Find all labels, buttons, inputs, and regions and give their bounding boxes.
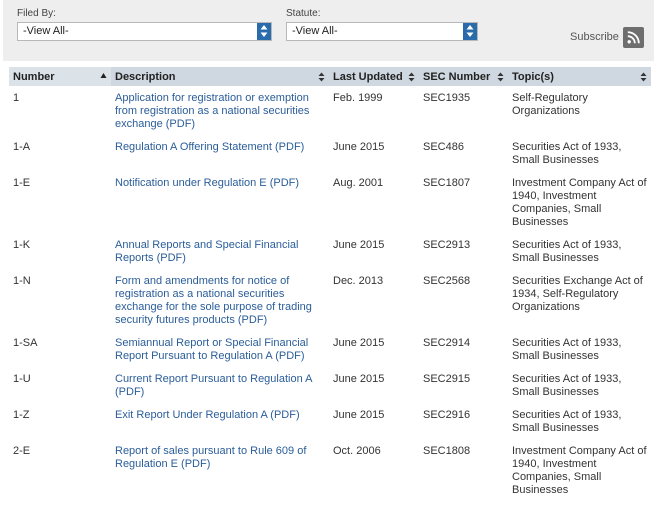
topics: Securities Act of 1933, Small Businesses bbox=[512, 239, 622, 264]
sort-icon bbox=[318, 72, 325, 82]
column-header-last-updated[interactable]: Last Updated bbox=[329, 67, 419, 86]
rss-icon[interactable] bbox=[623, 27, 644, 48]
last-updated: Dec. 2013 bbox=[333, 275, 384, 287]
form-number: 1-A bbox=[13, 141, 31, 153]
sort-icon bbox=[640, 72, 647, 82]
last-updated: June 2015 bbox=[333, 337, 385, 349]
sec-number: SEC2916 bbox=[423, 409, 471, 421]
select-arrows-icon bbox=[257, 23, 271, 40]
sec-number: SEC2568 bbox=[423, 275, 471, 287]
form-description-link[interactable]: Report of sales pursuant to Rule 609 of Regulation E (PDF) bbox=[115, 445, 307, 470]
sec-number: SEC1935 bbox=[423, 92, 471, 104]
form-description-link[interactable]: Notification under Regulation E (PDF) bbox=[115, 177, 300, 189]
last-updated: June 2015 bbox=[333, 141, 385, 153]
sec-number: SEC2914 bbox=[423, 337, 471, 349]
last-updated: Feb. 1999 bbox=[333, 92, 383, 104]
table-row bbox=[9, 171, 651, 233]
statute-label: Statute: bbox=[286, 8, 321, 19]
table-row bbox=[9, 269, 651, 331]
topics: Securities Act of 1933, Small Businesses bbox=[512, 141, 622, 166]
form-number: 1-SA bbox=[13, 337, 38, 349]
sec-number: SEC2915 bbox=[423, 373, 471, 385]
column-header-sec-number[interactable]: SEC Number bbox=[419, 67, 508, 86]
topics: Securities Act of 1933, Small Businesses bbox=[512, 373, 622, 398]
sort-icon bbox=[408, 72, 415, 82]
topics: Securities Act of 1933, Small Businesses bbox=[512, 409, 622, 434]
sec-number: SEC486 bbox=[423, 141, 464, 153]
last-updated: June 2015 bbox=[333, 373, 385, 385]
sec-number: SEC1807 bbox=[423, 177, 471, 189]
topics: Securities Act of 1933, Small Businesses bbox=[512, 337, 622, 362]
form-number: 1 bbox=[13, 92, 20, 104]
last-updated: June 2015 bbox=[333, 409, 385, 421]
topics: Investment Company Act of 1940, Investment Companies, Small Businesses bbox=[512, 177, 647, 228]
table-row bbox=[9, 86, 651, 135]
table-row bbox=[9, 439, 651, 501]
sort-ascending-icon bbox=[100, 72, 107, 80]
filed-by-select[interactable] bbox=[17, 22, 272, 41]
filed-by-filter bbox=[17, 7, 272, 41]
subscribe-link[interactable]: Subscribe bbox=[570, 31, 619, 43]
form-description-link[interactable]: Regulation A Offering Statement (PDF) bbox=[115, 141, 305, 153]
topics: Investment Company Act of 1940, Investment Companies, Small Businesses bbox=[512, 445, 647, 496]
form-number: 1-Z bbox=[13, 409, 30, 421]
filed-by-label: Filed By: bbox=[17, 8, 56, 19]
topics: Securities Exchange Act of 1934, Self-Regulatory Organizations bbox=[512, 275, 643, 313]
form-description-link[interactable]: Semiannual Report or Special Financial Report Pursuant to Regulation A (PDF) bbox=[115, 337, 309, 362]
form-description-link[interactable]: Annual Reports and Special Financial Reports (PDF) bbox=[115, 239, 299, 264]
sort-icon bbox=[497, 72, 504, 82]
sec-number: SEC1808 bbox=[423, 445, 471, 457]
last-updated: Aug. 2001 bbox=[333, 177, 384, 189]
table-header-row bbox=[9, 67, 651, 86]
column-header-topics[interactable]: Topic(s) bbox=[508, 67, 651, 86]
last-updated: Oct. 2006 bbox=[333, 445, 381, 457]
form-description-link[interactable]: Form and amendments for notice of registration as a national securities exchange for the sole purpose of trading security futures products (PDF) bbox=[115, 275, 312, 326]
statute-value: -View All- bbox=[292, 25, 338, 37]
select-arrows-icon bbox=[463, 23, 477, 40]
form-description-link[interactable]: Application for registration or exemption from registration as a national securities exchange (PDF) bbox=[115, 92, 310, 130]
column-header-number[interactable]: Number bbox=[9, 67, 111, 86]
filter-bar bbox=[3, 0, 654, 61]
statute-filter bbox=[286, 7, 478, 41]
table-row bbox=[9, 233, 651, 269]
sec-number: SEC2913 bbox=[423, 239, 471, 251]
last-updated: June 2015 bbox=[333, 239, 385, 251]
column-header-description[interactable]: Description bbox=[111, 67, 329, 86]
form-number: 1-U bbox=[13, 373, 31, 385]
form-number: 2-E bbox=[13, 445, 31, 457]
topics: Self-Regulatory Organizations bbox=[512, 92, 588, 117]
table-row bbox=[9, 135, 651, 171]
form-number: 1-E bbox=[13, 177, 31, 189]
table-row bbox=[9, 367, 651, 403]
statute-select[interactable] bbox=[286, 22, 478, 41]
form-description-link[interactable]: Exit Report Under Regulation A (PDF) bbox=[115, 409, 300, 421]
filed-by-value: -View All- bbox=[23, 25, 69, 37]
form-number: 1-N bbox=[13, 275, 31, 287]
forms-table bbox=[9, 67, 651, 501]
form-description-link[interactable]: Current Report Pursuant to Regulation A (PDF) bbox=[115, 373, 312, 398]
table-row bbox=[9, 403, 651, 439]
form-number: 1-K bbox=[13, 239, 31, 251]
table-row bbox=[9, 331, 651, 367]
